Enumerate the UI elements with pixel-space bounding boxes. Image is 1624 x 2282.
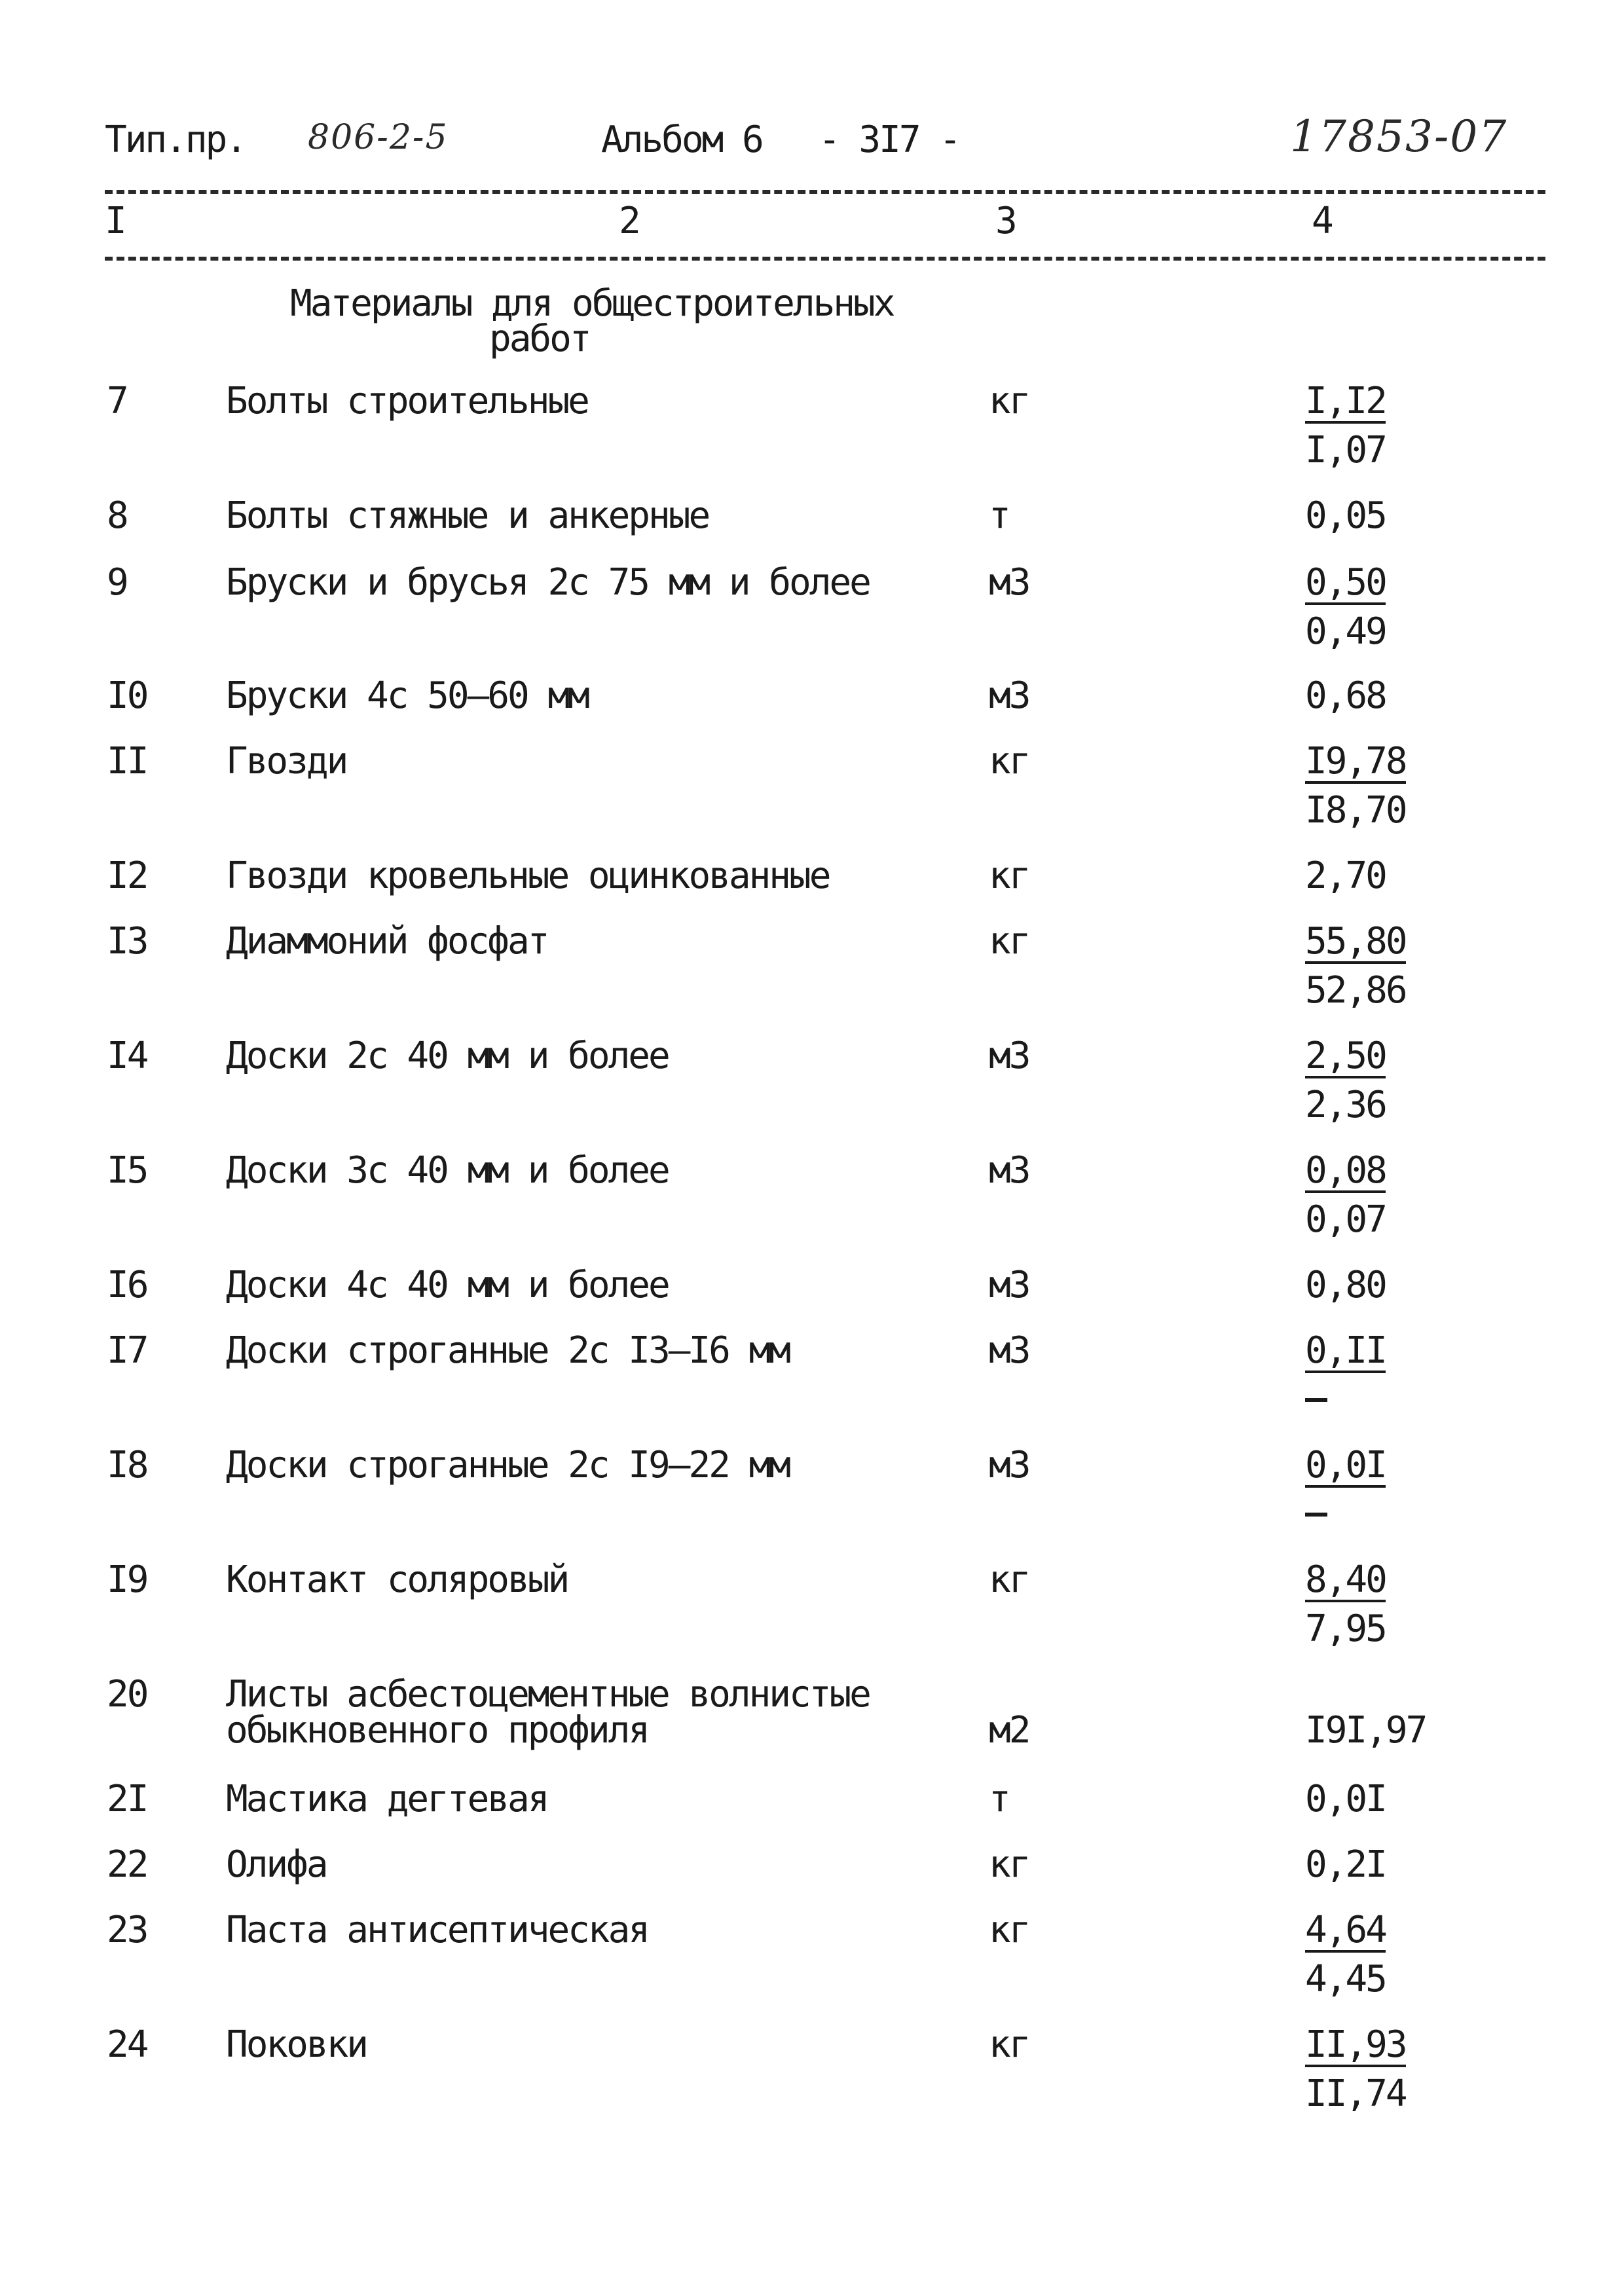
item-name: Листы асбестоцементные волнистые xyxy=(226,1673,870,1716)
item-name: Доски 2с 40 мм и более xyxy=(226,1035,669,1077)
page-number: - 3I7 - xyxy=(819,119,960,161)
value-numerator: 0,II xyxy=(1305,1329,1386,1372)
item-name: Болты стяжные и анкерные xyxy=(226,494,709,537)
value-cell: I9I,97 xyxy=(1305,1709,1426,1752)
value-denominator: 0,07 xyxy=(1305,1198,1386,1241)
item-name: Гвозди кровельные оцинкованные xyxy=(226,855,830,897)
item-name: Доски 3с 40 мм и более xyxy=(226,1149,669,1192)
value-cell: 0,0I xyxy=(1305,1778,1386,1820)
row-number: II xyxy=(107,740,147,782)
item-name: Диаммоний фосфат xyxy=(226,920,548,963)
header-top-rule xyxy=(105,190,1545,194)
unit-cell: кг xyxy=(989,920,1029,963)
item-name: Гвозди xyxy=(226,740,347,782)
value-denominator-dash xyxy=(1305,1398,1327,1402)
row-number: 23 xyxy=(107,1909,147,1951)
unit-cell: м3 xyxy=(989,1329,1029,1372)
value-cell: 0,2I xyxy=(1305,1843,1386,1886)
unit-cell: кг xyxy=(989,740,1029,782)
unit-cell: кг xyxy=(989,1843,1029,1886)
unit-cell: кг xyxy=(989,380,1029,422)
section-title-line-2: работ xyxy=(489,318,590,360)
item-name: Болты строительные xyxy=(226,380,588,422)
row-number: 22 xyxy=(107,1843,147,1886)
unit-cell: м3 xyxy=(989,1035,1029,1077)
value-numerator: I9,78 xyxy=(1305,740,1406,782)
row-number: 2I xyxy=(107,1778,147,1820)
value-numerator: II,93 xyxy=(1305,2023,1406,2066)
column-header-3: 3 xyxy=(995,200,1016,242)
item-name: Доски строганные 2с I3–I6 мм xyxy=(226,1329,790,1372)
unit-cell: м2 xyxy=(989,1709,1029,1752)
row-number: 9 xyxy=(107,561,127,604)
unit-cell: м3 xyxy=(989,1149,1029,1192)
value-denominator: 52,86 xyxy=(1305,969,1406,1012)
unit-cell: м3 xyxy=(989,1264,1029,1306)
item-name: Доски 4с 40 мм и более xyxy=(226,1264,669,1306)
item-name: Доски строганные 2с I9–22 мм xyxy=(226,1444,790,1486)
row-number: I6 xyxy=(107,1264,147,1306)
value-numerator: I,I2 xyxy=(1305,380,1386,422)
unit-cell: кг xyxy=(989,1558,1029,1601)
value-numerator: 55,80 xyxy=(1305,920,1406,963)
item-name: Паста антисептическая xyxy=(226,1909,649,1951)
value-denominator: 4,45 xyxy=(1305,1958,1386,2000)
row-number: I3 xyxy=(107,920,147,963)
item-name: Олифа xyxy=(226,1843,327,1886)
row-number: I0 xyxy=(107,674,147,717)
item-name: Поковки xyxy=(226,2023,367,2066)
value-numerator: 0,50 xyxy=(1305,561,1386,604)
unit-cell: м3 xyxy=(989,561,1029,604)
row-number: 24 xyxy=(107,2023,147,2066)
column-header-2: 2 xyxy=(619,200,639,242)
row-number: I4 xyxy=(107,1035,147,1077)
value-denominator-dash xyxy=(1305,1513,1327,1517)
inventory-number: 17853-07 xyxy=(1290,111,1508,162)
doc-type-label: Тип.пр. xyxy=(105,119,246,161)
value-numerator: 2,50 xyxy=(1305,1035,1386,1077)
project-code: 806-2-5 xyxy=(308,118,449,157)
unit-cell: кг xyxy=(989,855,1029,897)
value-cell: 0,68 xyxy=(1305,674,1386,717)
row-number: 8 xyxy=(107,494,127,537)
value-denominator: 2,36 xyxy=(1305,1084,1386,1126)
item-name: Бруски и брусья 2с 75 мм и более xyxy=(226,561,870,604)
value-denominator: I8,70 xyxy=(1305,789,1406,832)
unit-cell: кг xyxy=(989,1909,1029,1951)
item-name: обыкновенного профиля xyxy=(226,1709,649,1752)
item-name: Контакт соляровый xyxy=(226,1558,568,1601)
row-number: I2 xyxy=(107,855,147,897)
header-bottom-rule xyxy=(105,257,1545,261)
unit-cell: т xyxy=(989,1778,1009,1820)
value-numerator: 0,08 xyxy=(1305,1149,1386,1192)
value-denominator: II,74 xyxy=(1305,2072,1406,2115)
unit-cell: м3 xyxy=(989,674,1029,717)
value-numerator: 8,40 xyxy=(1305,1558,1386,1601)
value-numerator: 0,0I xyxy=(1305,1444,1386,1486)
item-name: Мастика дегтевая xyxy=(226,1778,548,1820)
row-number: I5 xyxy=(107,1149,147,1192)
item-name: Бруски 4с 50–60 мм xyxy=(226,674,588,717)
column-header-4: 4 xyxy=(1312,200,1332,242)
value-denominator: 0,49 xyxy=(1305,610,1386,653)
value-cell: 2,70 xyxy=(1305,855,1386,897)
value-denominator: I,07 xyxy=(1305,429,1386,471)
unit-cell: кг xyxy=(989,2023,1029,2066)
row-number: I7 xyxy=(107,1329,147,1372)
row-number: I9 xyxy=(107,1558,147,1601)
row-number: 7 xyxy=(107,380,127,422)
column-header-1: I xyxy=(105,200,125,242)
value-cell: 0,80 xyxy=(1305,1264,1386,1306)
value-cell: 0,05 xyxy=(1305,494,1386,537)
unit-cell: м3 xyxy=(989,1444,1029,1486)
album-label: Альбом 6 xyxy=(601,119,762,161)
row-number: I8 xyxy=(107,1444,147,1486)
value-denominator: 7,95 xyxy=(1305,1608,1386,1650)
row-number: 20 xyxy=(107,1673,147,1716)
value-numerator: 4,64 xyxy=(1305,1909,1386,1951)
section-title-line-1: Материалы для общестроительных xyxy=(290,282,894,325)
unit-cell: т xyxy=(989,494,1009,537)
